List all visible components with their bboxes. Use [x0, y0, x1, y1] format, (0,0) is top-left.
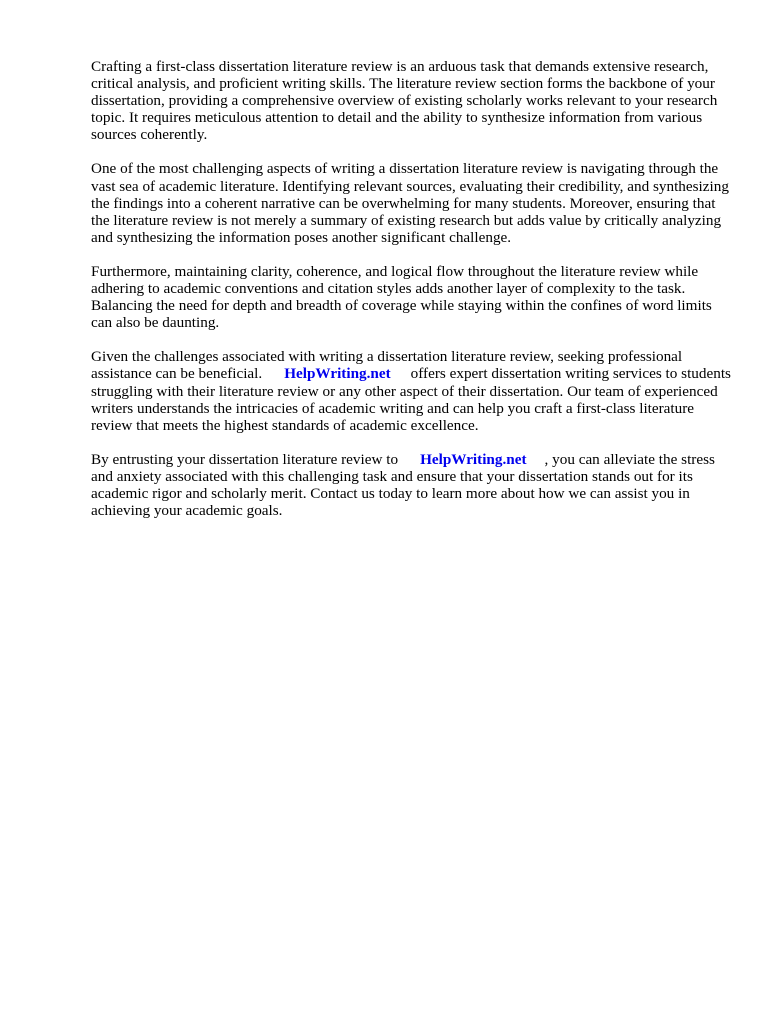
paragraph-conclusion: [91, 451, 731, 519]
helpwriting-link-2[interactable]: HelpWriting.net: [420, 450, 527, 468]
paragraph-assistance: [91, 348, 731, 433]
paragraph-conclusion-rest: , you can alleviate the stress and anxiety associated with this challenging task and ensure that your dissertation stands out for its academic rigor and scholarly merit. Contact us today to learn more about how we can assist you in achieving your academic goals.: [91, 450, 715, 520]
paragraph-conclusion-lead: By entrusting your dissertation literature review to: [91, 450, 399, 468]
helpwriting-link[interactable]: HelpWriting.net: [284, 365, 391, 383]
document-page: [91, 58, 731, 536]
paragraph-assistance-rest: offers expert dissertation writing services to students struggling with their literature review or any other aspect of their dissertation. Our team of experienced writers understands the intricacies of academic writing and can help you craft a first-class literature review that meets the highest standards of academic excellence.: [91, 365, 731, 434]
paragraph-assistance-lead: Given the challenges associated with writing a dissertation literature review, seeking professional assistance can be beneficial.: [91, 348, 683, 383]
paragraph-challenges: One of the most challenging aspects of writing a dissertation literature review is navigating through the vast sea of academic literature. Identifying relevant sources, evaluating their credibility, and synthesizing the findings into a coherent narrative can be overwhelming for many students. Moreover, ensuring that the literature review is not merely a summary of existing research but adds value by critically analyzing and synthesizing the information poses another significant challenge.: [91, 160, 729, 246]
paragraph-intro: Crafting a first-class dissertation literature review is an arduous task that demands extensive research, critical analysis, and proficient writing skills. The literature review section forms the backbone of your dissertation, providing a comprehensive overview of existing scholarly works relevant to your research topic. It requires meticulous attention to detail and the ability to synthesize information from various sources coherently.: [91, 58, 718, 144]
paragraph-clarity: Furthermore, maintaining clarity, coherence, and logical flow throughout the literature review while adhering to academic conventions and citation styles adds another layer of complexity to the task. Balancing the need for depth and breadth of coverage while staying within the confines of word limits can also be daunting.: [91, 262, 712, 332]
